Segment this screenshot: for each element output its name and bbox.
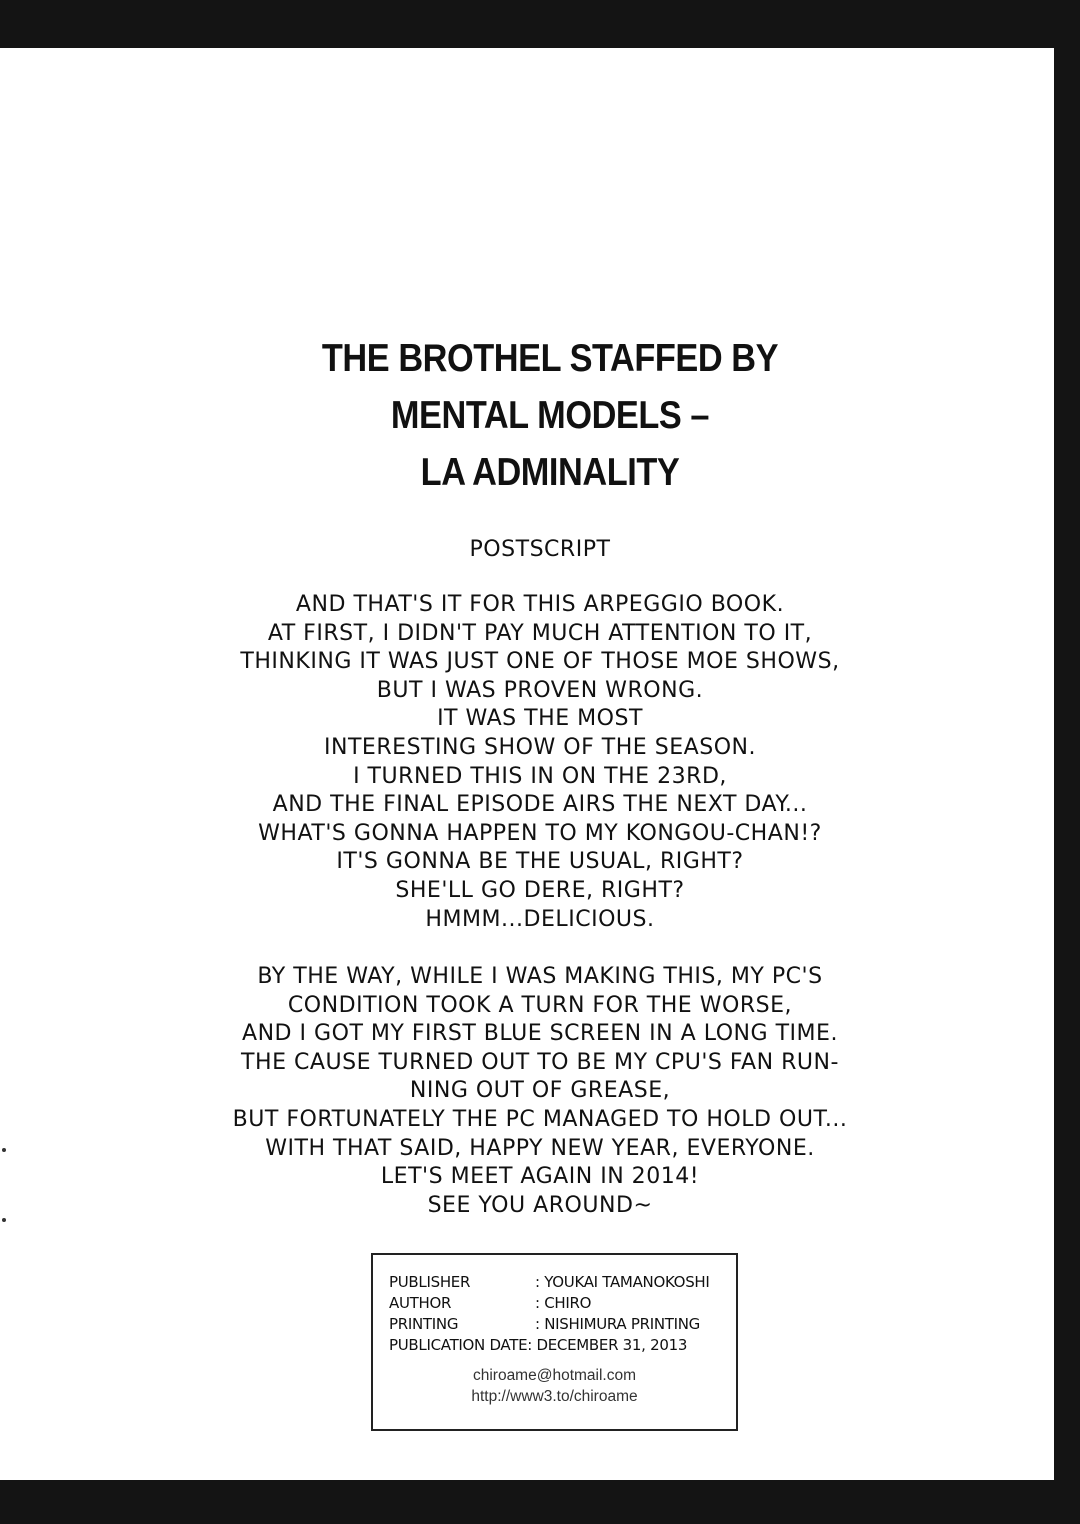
postscript-paragraph-1 <box>70 590 1011 933</box>
text-line: AND I GOT MY FIRST BLUE SCREEN IN A LONG TIME. <box>242 1020 838 1047</box>
credit-label: PRINTING <box>389 1315 459 1333</box>
text-line: CONDITION TOOK A TURN FOR THE WORSE, <box>287 991 793 1018</box>
contact-url: http://www3.to/chiroame <box>471 1388 638 1405</box>
text-line: AT FIRST, I DIDN'T PAY MUCH ATTENTION TO IT, <box>267 619 813 646</box>
text-line: BY THE WAY, WHILE I WAS MAKING THIS, MY PC'S <box>257 963 823 989</box>
text-line: WHAT'S GONNA HAPPEN TO MY KONGOU-CHAN!? <box>258 819 822 846</box>
text-line: SEE YOU AROUND~ <box>427 1191 653 1218</box>
text-line: AND THAT'S IT FOR THIS ARPEGGIO BOOK. <box>295 591 785 617</box>
text-line: IT'S GONNA BE THE USUAL, RIGHT? <box>336 848 744 875</box>
text-line: THINKING IT WAS JUST ONE OF THOSE MOE SHOWS, <box>240 648 840 675</box>
text-line: HMMM...DELICIOUS. <box>425 905 655 932</box>
credit-printing <box>389 1315 700 1333</box>
text-line: INTERESTING SHOW OF THE SEASON. <box>323 733 757 760</box>
credit-author <box>389 1294 591 1312</box>
bottom-border-bar <box>0 1480 1080 1524</box>
credit-label: AUTHOR <box>389 1294 452 1312</box>
credit-label: PUBLISHER <box>389 1273 471 1291</box>
text-line: THE CAUSE TURNED OUT TO BE MY CPU'S FAN RUN- <box>241 1048 839 1075</box>
book-title <box>189 330 911 501</box>
text-line: I TURNED THIS IN ON THE 23RD, <box>353 762 727 789</box>
text-line: IT WAS THE MOST <box>437 705 643 732</box>
postscript-heading: POSTSCRIPT <box>469 536 611 562</box>
credit-value: : NISHIMURA PRINTING <box>535 1315 700 1333</box>
postscript-paragraph-2 <box>70 962 1011 1219</box>
credit-value: : CHIRO <box>535 1294 592 1312</box>
credit-publication-date <box>389 1336 687 1354</box>
title-line: LA ADMINALITY <box>420 451 680 494</box>
scan-speck <box>2 1148 6 1152</box>
text-line: NING OUT OF GREASE, <box>409 1077 671 1104</box>
text-line: AND THE FINAL EPISODE AIRS THE NEXT DAY... <box>272 791 808 818</box>
text-line: LET'S MEET AGAIN IN 2014! <box>380 1163 700 1190</box>
text-line: BUT I WAS PROVEN WRONG. <box>376 676 704 703</box>
right-border-bar <box>1054 0 1080 1524</box>
scan-speck <box>2 1218 6 1222</box>
credit-label: PUBLICATION DATE: <box>389 1336 533 1354</box>
colophon-box <box>371 1253 738 1431</box>
title-line: MENTAL MODELS – <box>390 394 710 437</box>
credit-value: : YOUKAI TAMANOKOSHI <box>535 1273 710 1291</box>
text-line: BUT FORTUNATELY THE PC MANAGED TO HOLD OUT... <box>232 1105 848 1132</box>
credit-value: DECEMBER 31, 2013 <box>536 1336 688 1354</box>
text-line: SHE'LL GO DERE, RIGHT? <box>395 876 685 903</box>
title-line: THE BROTHEL STAFFED BY <box>321 337 779 380</box>
credit-publisher <box>389 1273 710 1291</box>
text-line: WITH THAT SAID, HAPPY NEW YEAR, EVERYONE. <box>265 1134 815 1161</box>
contact-email: chiroame@hotmail.com <box>472 1367 637 1384</box>
top-border-bar <box>0 0 1080 48</box>
